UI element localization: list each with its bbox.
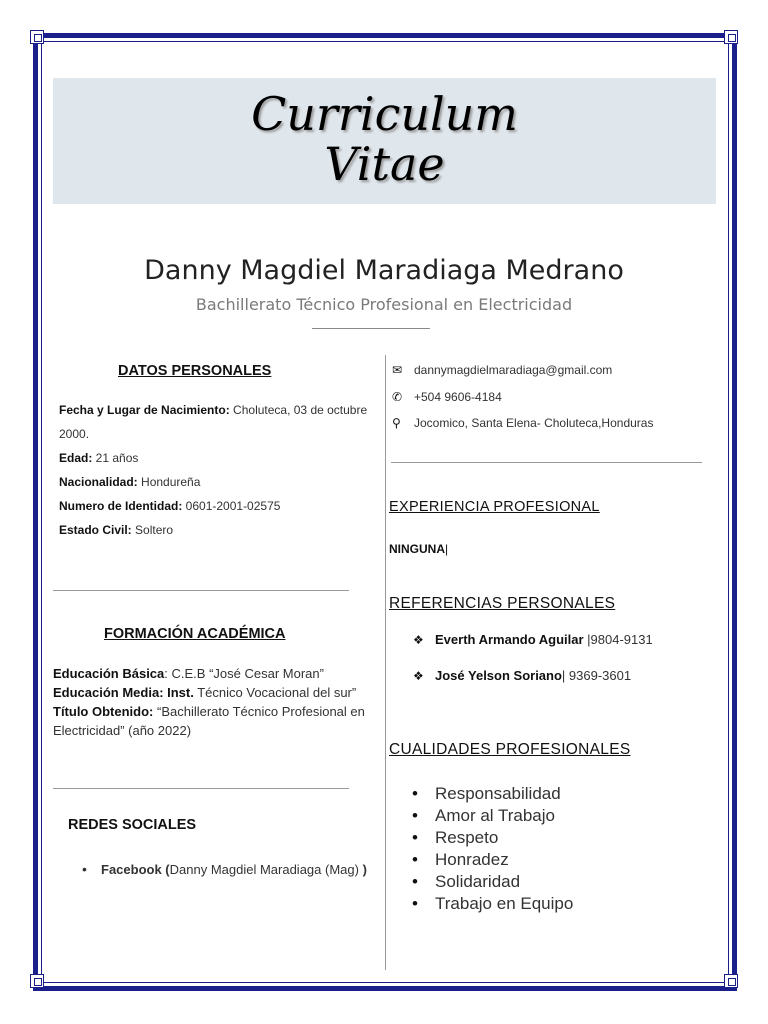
personal-label: Nacionalidad: [59,475,138,489]
email-icon: ✉ [392,363,403,377]
bullet-icon: • [82,861,87,877]
person-degree: Bachillerato Técnico Profesional en Electricidad [195,295,573,314]
section-divider [53,590,349,591]
title-line-2: Vitae [324,137,445,191]
corner-ornament-bottom-right [724,974,738,988]
personal-value: Soltero [131,523,174,537]
person-name: Danny Magdiel Maradiaga Medrano [144,255,624,286]
diamond-bullet-icon: ❖ [413,669,424,683]
personal-data-section [59,398,369,542]
personal-row-nationality [59,470,369,494]
experience-value [389,542,448,556]
personal-row-birth [59,398,369,446]
education-section [53,664,385,740]
social-heading: REDES SOCIALES [68,817,197,833]
contact-email [392,360,612,380]
social-label: Facebook ( [101,862,170,877]
corner-ornament-top-right [724,30,738,44]
personal-row-civil [59,518,369,542]
education-basic [53,664,385,683]
reference-phone: |9804-9131 [583,632,653,647]
contact-address-text: Jocomico, Santa Elena- Choluteca,Honduras [414,416,654,430]
reference-item [413,668,631,683]
quality-item: • Respeto [412,827,573,849]
quality-item: • Trabajo en Equipo [412,893,573,915]
personal-value: 21 años [92,451,139,465]
references-heading: REFERENCIAS PERSONALES [389,595,616,612]
name-divider [312,328,430,329]
diamond-bullet-icon: ❖ [413,633,424,647]
reference-name: José Yelson Soriano [435,668,562,683]
title-line-1: Curriculum [251,87,518,141]
corner-ornament-bottom-left [30,974,44,988]
personal-value: Hondureña [137,475,201,489]
qualities-list [412,783,573,915]
section-divider [53,788,349,789]
quality-item: • Responsabilidad [412,783,573,805]
text-cursor: | [445,542,449,556]
quality-item: • Solidaridad [412,871,573,893]
education-title [53,702,385,740]
quality-item: • Honradez [412,849,573,871]
corner-ornament-top-left [30,30,44,44]
reference-name: Everth Armando Aguilar [435,632,584,647]
education-value: “Bachillerato Técnico Profesional en Electricidad” (año 2022) [53,704,365,738]
reference-item [413,632,653,647]
education-label: Educación Básica [53,666,165,681]
contact-email-text: dannymagdielmaradiaga@gmail.com [414,363,613,377]
personal-value: 0601-2001-02575 [182,499,281,513]
personal-label: Estado Civil: [59,523,132,537]
education-heading: FORMACIÓN ACADÉMICA [104,626,286,642]
contact-address [392,413,653,433]
social-close: ) [362,862,367,877]
personal-data-heading: DATOS PERSONALES [118,363,272,379]
social-item-facebook [82,856,372,883]
education-label: Educación Media: Inst. [53,685,194,700]
education-value: Técnico Vocacional del sur” [193,685,357,700]
personal-row-age [59,446,369,470]
personal-label: Edad: [59,451,93,465]
education-value: : C.E.B “José Cesar Moran” [164,666,324,681]
experience-text: NINGUNA [389,542,445,556]
location-pin-icon: ⚲ [392,416,401,430]
personal-row-id [59,494,369,518]
qualities-heading: CUALIDADES PROFESIONALES [389,741,631,758]
section-divider [391,462,702,463]
social-value: Danny Magdiel Maradiaga (Mag) [169,862,363,877]
education-media [53,683,385,702]
contact-phone [392,387,502,407]
personal-value: Choluteca, 03 de octubre 2000. [59,403,368,441]
column-divider [385,355,386,970]
contact-phone-text: +504 9606-4184 [414,390,502,404]
phone-icon: ✆ [392,390,403,404]
education-label: Título Obtenido: [53,704,154,719]
reference-phone: | 9369-3601 [561,668,632,683]
title-banner [53,78,716,204]
personal-label: Fecha y Lugar de Nacimiento: [59,403,230,417]
personal-label: Numero de Identidad: [59,499,183,513]
quality-item: • Amor al Trabajo [412,805,573,827]
experience-heading: EXPERIENCIA PROFESIONAL [389,499,600,515]
